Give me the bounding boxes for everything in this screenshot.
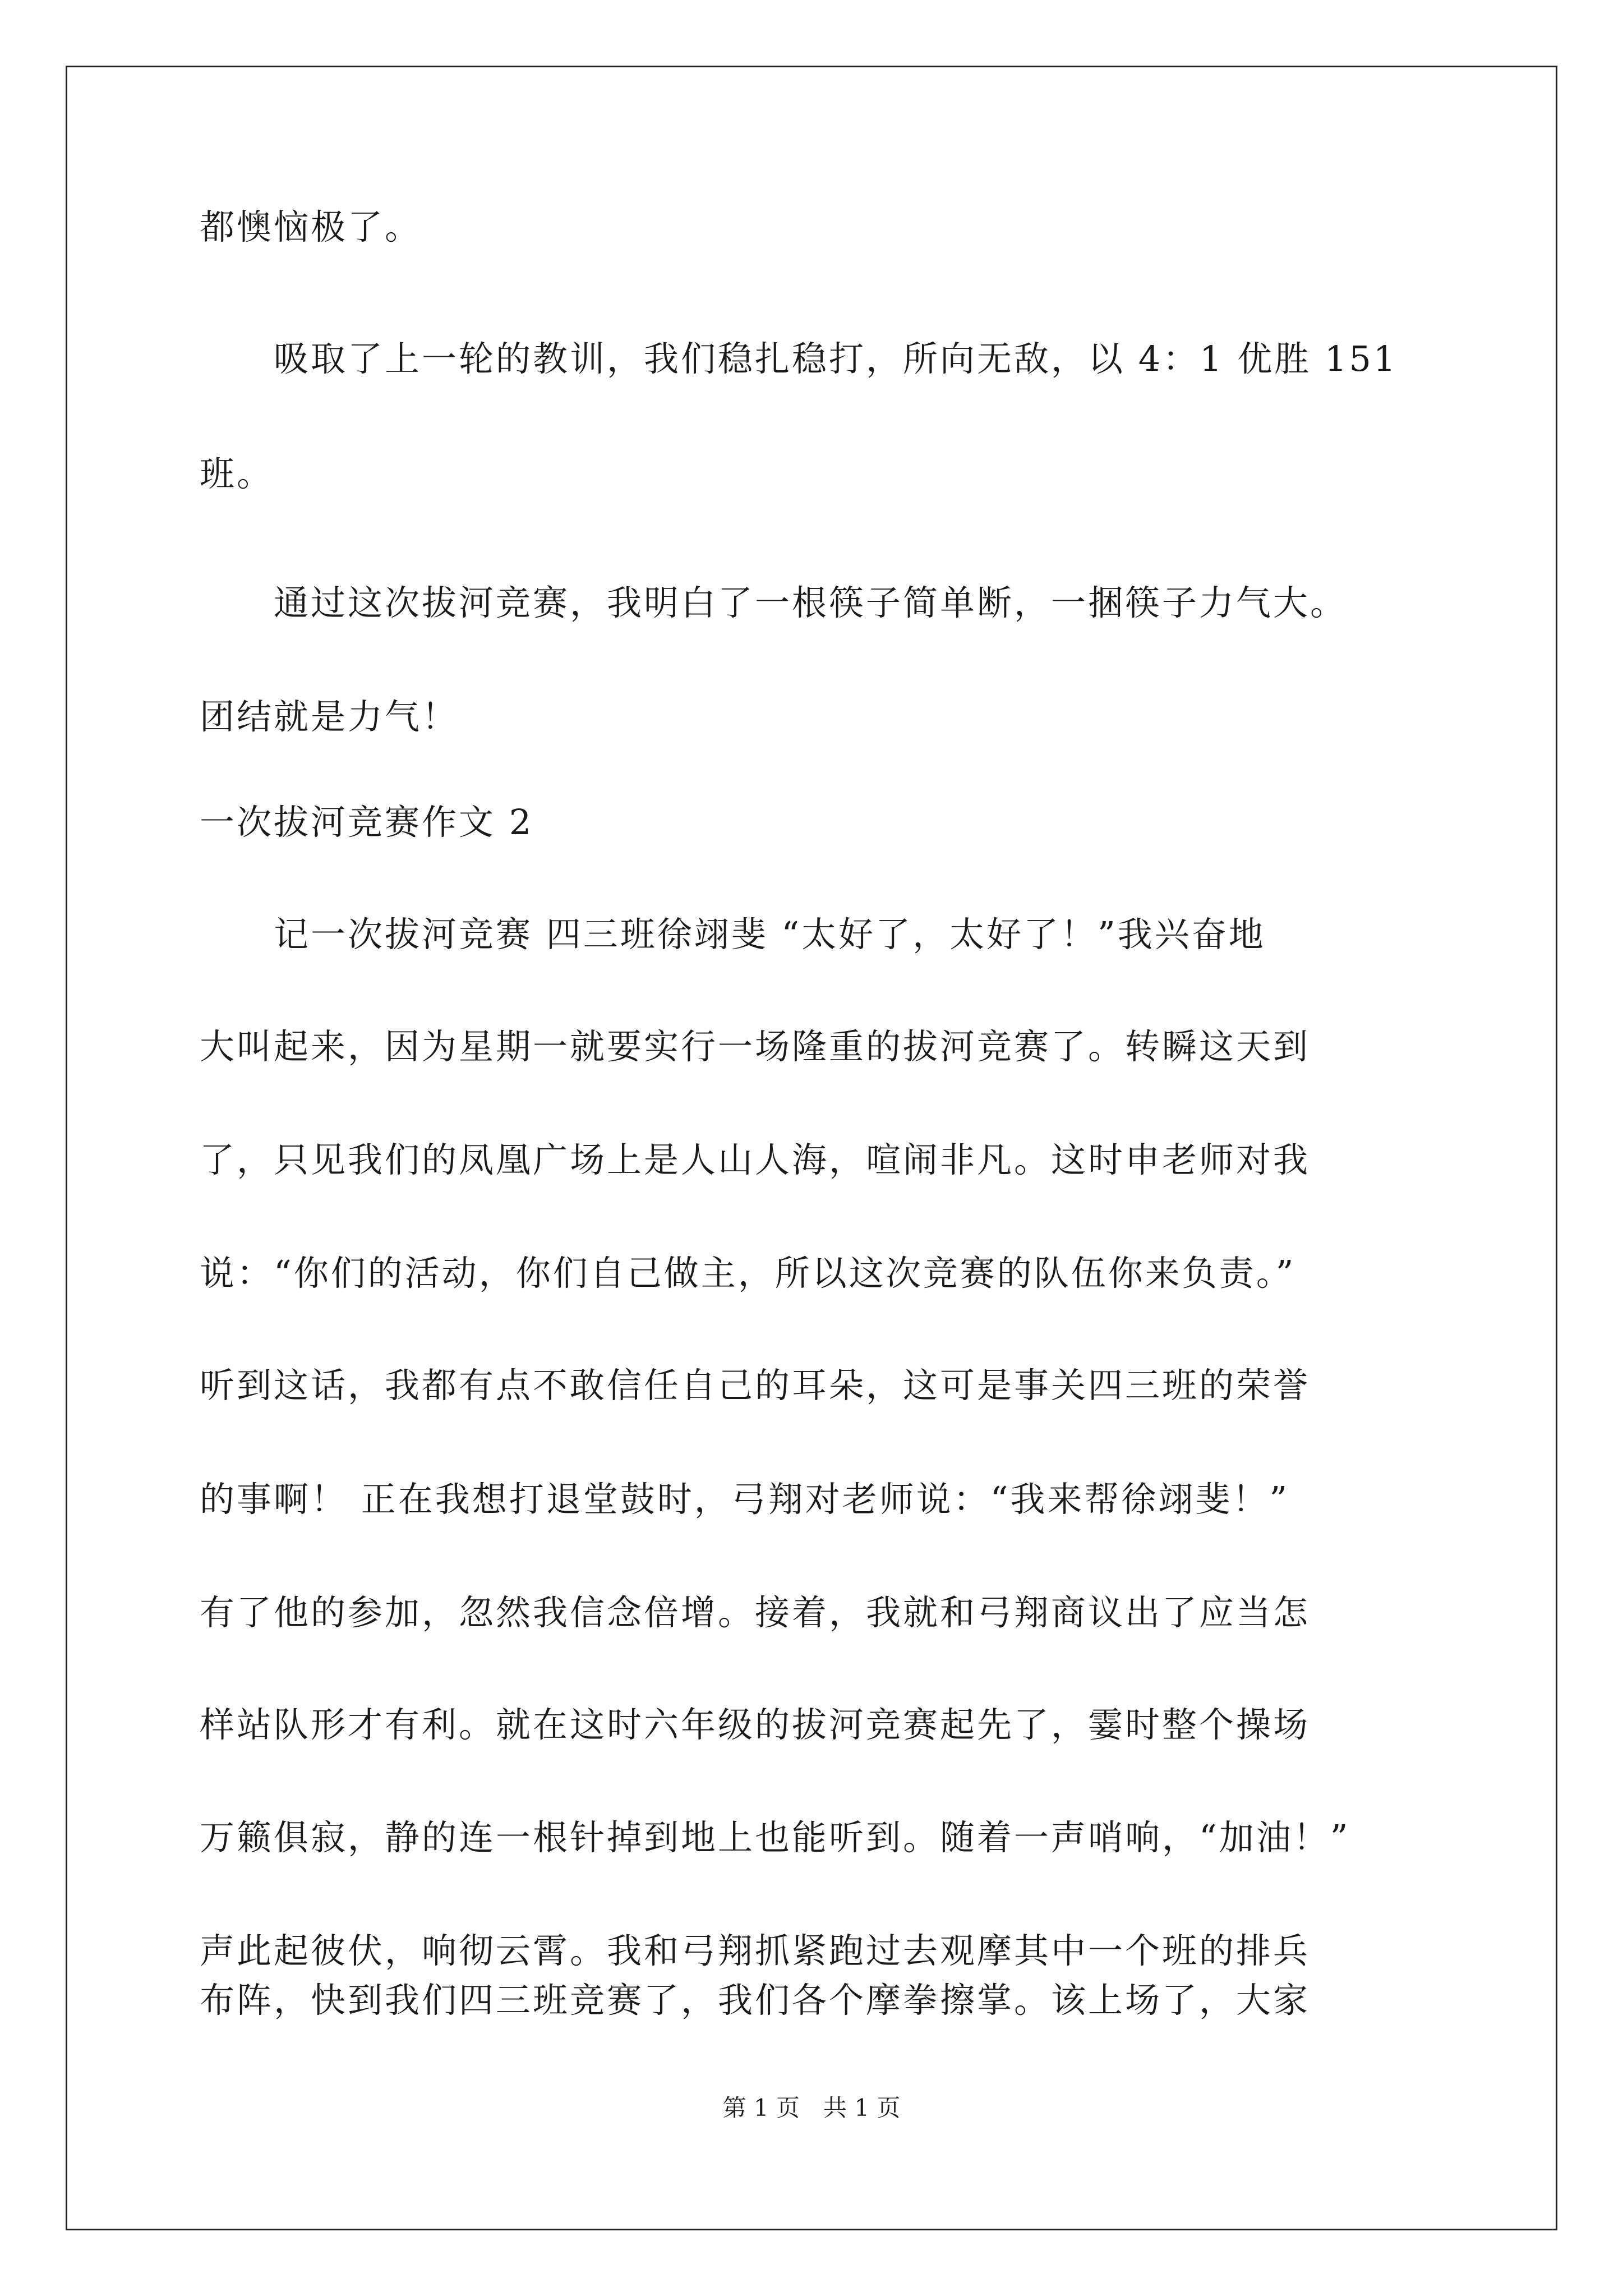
- text-line: 都懊恼极了。: [200, 206, 422, 247]
- text-line: 声此起彼伏，响彻云霄。我和弓翔抓紧跑过去观摩其中一个班的排兵: [200, 1930, 1311, 1971]
- text-line: 记一次拔河竞赛 四三班徐翊斐 “太好了，太好了！”我兴奋地: [200, 914, 1266, 955]
- text-line: 团结就是力气！: [200, 696, 459, 737]
- text-line: 万籁俱寂，静的连一根针掉到地上也能听到。随着一声哨响，“加油！”: [200, 1817, 1350, 1858]
- text-line: 的事啊！ 正在我想打退堂鼓时，弓翔对老师说：“我来帮徐翊斐！”: [200, 1479, 1290, 1520]
- page-footer: 第 1 页 共 1 页: [722, 2094, 901, 2122]
- text-line: 听到这话，我都有点不敢信任自己的耳朵，这可是事关四三班的荣誉: [200, 1365, 1311, 1406]
- text-line: 布阵，快到我们四三班竞赛了，我们各个摩拳擦掌。该上场了，大家: [200, 1980, 1311, 2021]
- text-line: 有了他的参加，忽然我信念倍增。接着，我就和弓翔商议出了应当怎: [200, 1592, 1311, 1633]
- text-line: 吸取了上一轮的教训，我们稳扎稳打，所向无敌，以 4：1 优胜 151: [200, 338, 1398, 379]
- text-line: 大叫起来，因为星期一就要实行一场隆重的拔河竞赛了。转瞬这天到: [200, 1026, 1311, 1067]
- text-line: 说：“你们的活动，你们自己做主，所以这次竞赛的队伍你来负责。”: [200, 1253, 1296, 1294]
- section-heading: 一次拔河竞赛作文 2: [200, 802, 534, 843]
- text-line: 了，只见我们的凤凰广场上是人山人海，喧闹非凡。这时申老师对我: [200, 1139, 1311, 1180]
- text-line: 班。: [200, 453, 274, 494]
- text-line: 通过这次拔河竞赛，我明白了一根筷子简单断，一捆筷子力气大。: [200, 582, 1348, 623]
- text-line: 样站队形才有利。就在这时六年级的拔河竞赛起先了，霎时整个操场: [200, 1704, 1311, 1745]
